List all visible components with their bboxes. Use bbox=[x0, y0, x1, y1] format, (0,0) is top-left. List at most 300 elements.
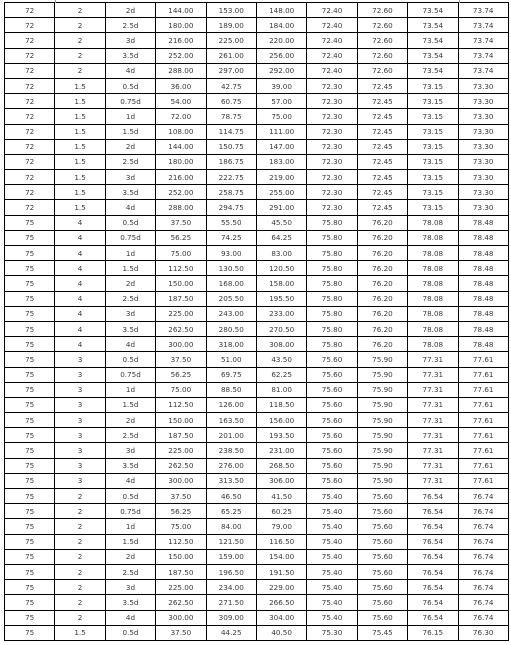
table-cell: 78.48 bbox=[458, 246, 508, 261]
table-cell: 75.40 bbox=[307, 534, 357, 549]
table-row bbox=[5, 215, 509, 230]
table-cell: 72.30 bbox=[307, 124, 357, 139]
table-cell: 60.25 bbox=[256, 504, 306, 519]
table-cell: 75 bbox=[5, 246, 55, 261]
table-cell: 2.5d bbox=[105, 428, 155, 443]
table-cell: 288.00 bbox=[156, 63, 206, 78]
table-cell: 73.54 bbox=[408, 48, 458, 63]
table-cell: 72.40 bbox=[307, 18, 357, 33]
table-cell: 76.54 bbox=[408, 595, 458, 610]
table-cell: 76.74 bbox=[458, 534, 508, 549]
table-row bbox=[5, 48, 509, 63]
table-cell: 75.40 bbox=[307, 595, 357, 610]
table-cell: 83.00 bbox=[256, 246, 306, 261]
table-cell: 72.00 bbox=[156, 109, 206, 124]
table-cell: 3 bbox=[55, 397, 105, 412]
table-row bbox=[5, 276, 509, 291]
table-cell: 0.5d bbox=[105, 78, 155, 93]
table-cell: 201.00 bbox=[206, 428, 256, 443]
table-cell: 72.30 bbox=[307, 185, 357, 200]
table-cell: 75 bbox=[5, 337, 55, 352]
table-cell: 195.50 bbox=[256, 291, 306, 306]
table-cell: 75.80 bbox=[307, 291, 357, 306]
table-cell: 72.60 bbox=[357, 18, 407, 33]
table-cell: 75 bbox=[5, 473, 55, 488]
table-cell: 1.5d bbox=[105, 534, 155, 549]
table-cell: 2d bbox=[105, 276, 155, 291]
table-cell: 72.45 bbox=[357, 170, 407, 185]
table-cell: 37.50 bbox=[156, 352, 206, 367]
table-cell: 64.25 bbox=[256, 230, 306, 245]
table-cell: 72.30 bbox=[307, 154, 357, 169]
table-cell: 75.60 bbox=[307, 473, 357, 488]
table-cell: 43.50 bbox=[256, 352, 306, 367]
table-cell: 77.61 bbox=[458, 367, 508, 382]
table-cell: 76.54 bbox=[408, 534, 458, 549]
table-cell: 0.5d bbox=[105, 625, 155, 640]
table-cell: 73.15 bbox=[408, 200, 458, 215]
table-cell: 1.5 bbox=[55, 109, 105, 124]
table-cell: 2 bbox=[55, 580, 105, 595]
table-cell: 159.00 bbox=[206, 549, 256, 564]
table-row bbox=[5, 458, 509, 473]
table-cell: 75 bbox=[5, 413, 55, 428]
table-cell: 1d bbox=[105, 246, 155, 261]
table-cell: 4d bbox=[105, 337, 155, 352]
table-cell: 72.45 bbox=[357, 78, 407, 93]
table-row bbox=[5, 610, 509, 625]
table-cell: 1.5 bbox=[55, 124, 105, 139]
table-cell: 292.00 bbox=[256, 63, 306, 78]
table-cell: 75.60 bbox=[307, 413, 357, 428]
table-cell: 72 bbox=[5, 200, 55, 215]
table-cell: 74.25 bbox=[206, 230, 256, 245]
table-cell: 0.5d bbox=[105, 489, 155, 504]
table-row bbox=[5, 595, 509, 610]
table-cell: 75.60 bbox=[357, 580, 407, 595]
table-cell: 77.31 bbox=[408, 367, 458, 382]
table-cell: 205.50 bbox=[206, 291, 256, 306]
table-cell: 318.00 bbox=[206, 337, 256, 352]
table-cell: 76.15 bbox=[408, 625, 458, 640]
table-cell: 75.40 bbox=[307, 564, 357, 579]
table-cell: 1.5 bbox=[55, 139, 105, 154]
table-cell: 118.50 bbox=[256, 397, 306, 412]
table-cell: 72.45 bbox=[357, 154, 407, 169]
table-cell: 3 bbox=[55, 413, 105, 428]
table-cell: 77.61 bbox=[458, 352, 508, 367]
table-cell: 148.00 bbox=[256, 3, 306, 18]
table-cell: 44.25 bbox=[206, 625, 256, 640]
table-cell: 76.20 bbox=[357, 321, 407, 336]
table-cell: 77.61 bbox=[458, 413, 508, 428]
table-cell: 76.74 bbox=[458, 610, 508, 625]
table-cell: 300.00 bbox=[156, 337, 206, 352]
table-cell: 1.5d bbox=[105, 261, 155, 276]
table-cell: 78.48 bbox=[458, 291, 508, 306]
table-cell: 76.20 bbox=[357, 337, 407, 352]
table-cell: 0.75d bbox=[105, 504, 155, 519]
table-row bbox=[5, 78, 509, 93]
table-cell: 3.5d bbox=[105, 458, 155, 473]
table-cell: 81.00 bbox=[256, 382, 306, 397]
table-cell: 78.48 bbox=[458, 337, 508, 352]
table-cell: 76.74 bbox=[458, 595, 508, 610]
table-cell: 73.30 bbox=[458, 78, 508, 93]
table-cell: 73.30 bbox=[458, 170, 508, 185]
table-cell: 75.40 bbox=[307, 549, 357, 564]
table-cell: 2 bbox=[55, 534, 105, 549]
table-cell: 3.5d bbox=[105, 595, 155, 610]
table-cell: 78.48 bbox=[458, 276, 508, 291]
table-cell: 75.40 bbox=[307, 580, 357, 595]
table-row bbox=[5, 63, 509, 78]
table-cell: 75.60 bbox=[307, 352, 357, 367]
table-cell: 75 bbox=[5, 291, 55, 306]
table-cell: 73.15 bbox=[408, 170, 458, 185]
table-cell: 75.30 bbox=[307, 625, 357, 640]
table-cell: 72 bbox=[5, 139, 55, 154]
table-cell: 291.00 bbox=[256, 200, 306, 215]
table-cell: 72.30 bbox=[307, 94, 357, 109]
table-cell: 76.74 bbox=[458, 489, 508, 504]
table-cell: 2d bbox=[105, 413, 155, 428]
table-cell: 75.90 bbox=[357, 473, 407, 488]
table-cell: 69.75 bbox=[206, 367, 256, 382]
table-cell: 4 bbox=[55, 291, 105, 306]
table-cell: 4 bbox=[55, 337, 105, 352]
table-cell: 72 bbox=[5, 18, 55, 33]
table-cell: 294.75 bbox=[206, 200, 256, 215]
table-cell: 116.50 bbox=[256, 534, 306, 549]
table-cell: 77.31 bbox=[408, 458, 458, 473]
table-cell: 2d bbox=[105, 549, 155, 564]
table-cell: 77.61 bbox=[458, 397, 508, 412]
page-top-edge-marks bbox=[4, 0, 508, 3]
table-row bbox=[5, 413, 509, 428]
table-cell: 193.50 bbox=[256, 428, 306, 443]
table-cell: 1d bbox=[105, 109, 155, 124]
table-cell: 72.45 bbox=[357, 124, 407, 139]
table-row bbox=[5, 124, 509, 139]
table-cell: 72.60 bbox=[357, 63, 407, 78]
table-cell: 2d bbox=[105, 3, 155, 18]
table-cell: 76.20 bbox=[357, 276, 407, 291]
table-cell: 75.90 bbox=[357, 382, 407, 397]
table-cell: 76.20 bbox=[357, 246, 407, 261]
table-cell: 76.54 bbox=[408, 564, 458, 579]
table-cell: 1.5 bbox=[55, 185, 105, 200]
table-cell: 150.75 bbox=[206, 139, 256, 154]
table-cell: 72.30 bbox=[307, 200, 357, 215]
top-edge-mark bbox=[55, 0, 56, 3]
table-row bbox=[5, 230, 509, 245]
table-cell: 72.60 bbox=[357, 3, 407, 18]
table-cell: 73.15 bbox=[408, 124, 458, 139]
table-cell: 75.60 bbox=[307, 443, 357, 458]
table-cell: 3 bbox=[55, 428, 105, 443]
table-cell: 75.60 bbox=[357, 549, 407, 564]
table-cell: 75 bbox=[5, 367, 55, 382]
table-cell: 75.45 bbox=[357, 625, 407, 640]
table-cell: 76.54 bbox=[408, 580, 458, 595]
table-cell: 261.00 bbox=[206, 48, 256, 63]
table-cell: 75 bbox=[5, 397, 55, 412]
table-cell: 75.90 bbox=[357, 397, 407, 412]
table-cell: 75 bbox=[5, 489, 55, 504]
table-cell: 76.54 bbox=[408, 549, 458, 564]
table-cell: 45.50 bbox=[256, 215, 306, 230]
table-cell: 1.5d bbox=[105, 124, 155, 139]
table-cell: 225.00 bbox=[156, 580, 206, 595]
table-cell: 56.25 bbox=[156, 504, 206, 519]
table-cell: 3.5d bbox=[105, 185, 155, 200]
table-cell: 72 bbox=[5, 154, 55, 169]
table-row bbox=[5, 261, 509, 276]
table-cell: 77.61 bbox=[458, 473, 508, 488]
table-cell: 77.31 bbox=[408, 352, 458, 367]
table-cell: 2 bbox=[55, 564, 105, 579]
table-cell: 4 bbox=[55, 246, 105, 261]
table-cell: 187.50 bbox=[156, 428, 206, 443]
table-row bbox=[5, 625, 509, 640]
table-cell: 56.25 bbox=[156, 367, 206, 382]
table-cell: 76.54 bbox=[408, 489, 458, 504]
table-cell: 158.00 bbox=[256, 276, 306, 291]
table-cell: 73.74 bbox=[458, 18, 508, 33]
table-cell: 3 bbox=[55, 473, 105, 488]
table-cell: 3.5d bbox=[105, 321, 155, 336]
table-cell: 78.08 bbox=[408, 215, 458, 230]
table-row bbox=[5, 473, 509, 488]
table-cell: 72.60 bbox=[357, 48, 407, 63]
table-cell: 75 bbox=[5, 458, 55, 473]
table-cell: 2 bbox=[55, 610, 105, 625]
table-cell: 4 bbox=[55, 261, 105, 276]
table-cell: 75 bbox=[5, 504, 55, 519]
table-cell: 75.80 bbox=[307, 246, 357, 261]
table-cell: 2 bbox=[55, 33, 105, 48]
table-row bbox=[5, 185, 509, 200]
table-cell: 120.50 bbox=[256, 261, 306, 276]
table-row bbox=[5, 170, 509, 185]
table-cell: 72 bbox=[5, 94, 55, 109]
table-cell: 2 bbox=[55, 489, 105, 504]
table-cell: 163.50 bbox=[206, 413, 256, 428]
table-cell: 2 bbox=[55, 3, 105, 18]
table-cell: 75 bbox=[5, 382, 55, 397]
table-cell: 233.00 bbox=[256, 306, 306, 321]
table-cell: 77.61 bbox=[458, 428, 508, 443]
table-cell: 72.40 bbox=[307, 48, 357, 63]
table-cell: 262.50 bbox=[156, 595, 206, 610]
table-cell: 220.00 bbox=[256, 33, 306, 48]
data-table bbox=[4, 2, 509, 641]
table-cell: 2 bbox=[55, 18, 105, 33]
table-row bbox=[5, 519, 509, 534]
table-cell: 55.50 bbox=[206, 215, 256, 230]
table-cell: 266.50 bbox=[256, 595, 306, 610]
table-row bbox=[5, 352, 509, 367]
table-cell: 75 bbox=[5, 230, 55, 245]
table-cell: 187.50 bbox=[156, 291, 206, 306]
table-cell: 3d bbox=[105, 170, 155, 185]
table-cell: 62.25 bbox=[256, 367, 306, 382]
table-cell: 78.08 bbox=[408, 337, 458, 352]
table-cell: 78.08 bbox=[408, 246, 458, 261]
table-cell: 186.75 bbox=[206, 154, 256, 169]
table-cell: 54.00 bbox=[156, 94, 206, 109]
table-cell: 42.75 bbox=[206, 78, 256, 93]
table-cell: 76.74 bbox=[458, 564, 508, 579]
table-cell: 1.5 bbox=[55, 78, 105, 93]
table-cell: 73.30 bbox=[458, 124, 508, 139]
table-cell: 75.90 bbox=[357, 458, 407, 473]
table-cell: 72.45 bbox=[357, 200, 407, 215]
table-row bbox=[5, 428, 509, 443]
table-cell: 2.5d bbox=[105, 154, 155, 169]
table-cell: 78.08 bbox=[408, 306, 458, 321]
table-cell: 2 bbox=[55, 595, 105, 610]
table-cell: 2.5d bbox=[105, 564, 155, 579]
table-cell: 0.75d bbox=[105, 230, 155, 245]
table-cell: 1.5 bbox=[55, 94, 105, 109]
table-cell: 75.80 bbox=[307, 337, 357, 352]
table-cell: 76.54 bbox=[408, 610, 458, 625]
table-row bbox=[5, 154, 509, 169]
table-cell: 75.90 bbox=[357, 367, 407, 382]
table-cell: 72 bbox=[5, 63, 55, 78]
table-cell: 72.60 bbox=[357, 33, 407, 48]
table-cell: 222.75 bbox=[206, 170, 256, 185]
table-cell: 180.00 bbox=[156, 18, 206, 33]
table-cell: 75.80 bbox=[307, 306, 357, 321]
table-cell: 75.40 bbox=[307, 610, 357, 625]
table-cell: 60.75 bbox=[206, 94, 256, 109]
table-cell: 75.60 bbox=[357, 595, 407, 610]
table-row bbox=[5, 109, 509, 124]
table-cell: 72 bbox=[5, 109, 55, 124]
table-cell: 75.00 bbox=[156, 246, 206, 261]
table-cell: 73.30 bbox=[458, 154, 508, 169]
table-cell: 75 bbox=[5, 625, 55, 640]
table-row bbox=[5, 397, 509, 412]
table-cell: 75.40 bbox=[307, 519, 357, 534]
table-cell: 75.60 bbox=[307, 397, 357, 412]
table-cell: 75 bbox=[5, 534, 55, 549]
table-cell: 73.15 bbox=[408, 154, 458, 169]
table-cell: 75 bbox=[5, 276, 55, 291]
table-row bbox=[5, 489, 509, 504]
table-body bbox=[5, 3, 509, 641]
table-cell: 78.08 bbox=[408, 276, 458, 291]
table-cell: 1d bbox=[105, 382, 155, 397]
table-cell: 78.48 bbox=[458, 215, 508, 230]
table-cell: 288.00 bbox=[156, 200, 206, 215]
table-cell: 72.40 bbox=[307, 63, 357, 78]
table-cell: 219.00 bbox=[256, 170, 306, 185]
table-cell: 72.30 bbox=[307, 78, 357, 93]
table-cell: 75 bbox=[5, 352, 55, 367]
table-cell: 300.00 bbox=[156, 473, 206, 488]
table-cell: 216.00 bbox=[156, 33, 206, 48]
table-cell: 3 bbox=[55, 382, 105, 397]
table-cell: 75.60 bbox=[307, 458, 357, 473]
table-cell: 37.50 bbox=[156, 625, 206, 640]
table-cell: 56.25 bbox=[156, 230, 206, 245]
table-cell: 1.5 bbox=[55, 625, 105, 640]
table-cell: 144.00 bbox=[156, 139, 206, 154]
table-cell: 57.00 bbox=[256, 94, 306, 109]
table-cell: 75.80 bbox=[307, 261, 357, 276]
table-cell: 180.00 bbox=[156, 154, 206, 169]
table-cell: 73.15 bbox=[408, 185, 458, 200]
table-cell: 189.00 bbox=[206, 18, 256, 33]
table-cell: 183.00 bbox=[256, 154, 306, 169]
table-cell: 156.00 bbox=[256, 413, 306, 428]
table-cell: 46.50 bbox=[206, 489, 256, 504]
table-cell: 73.54 bbox=[408, 18, 458, 33]
table-cell: 40.50 bbox=[256, 625, 306, 640]
table-cell: 276.00 bbox=[206, 458, 256, 473]
table-cell: 0.5d bbox=[105, 352, 155, 367]
table-cell: 150.00 bbox=[156, 276, 206, 291]
table-cell: 75 bbox=[5, 443, 55, 458]
table-cell: 252.00 bbox=[156, 185, 206, 200]
table-cell: 75 bbox=[5, 595, 55, 610]
table-cell: 75.00 bbox=[156, 382, 206, 397]
table-cell: 3 bbox=[55, 367, 105, 382]
table-cell: 112.50 bbox=[156, 261, 206, 276]
table-cell: 75.90 bbox=[357, 352, 407, 367]
table-cell: 78.08 bbox=[408, 321, 458, 336]
table-cell: 73.74 bbox=[458, 48, 508, 63]
table-cell: 2.5d bbox=[105, 18, 155, 33]
table-cell: 1.5 bbox=[55, 200, 105, 215]
table-row bbox=[5, 580, 509, 595]
table-cell: 258.75 bbox=[206, 185, 256, 200]
table-cell: 77.31 bbox=[408, 443, 458, 458]
table-cell: 225.00 bbox=[156, 306, 206, 321]
table-cell: 308.00 bbox=[256, 337, 306, 352]
table-cell: 4d bbox=[105, 610, 155, 625]
table-cell: 75 bbox=[5, 549, 55, 564]
table-cell: 75 bbox=[5, 428, 55, 443]
table-cell: 77.31 bbox=[408, 397, 458, 412]
table-cell: 4 bbox=[55, 321, 105, 336]
table-cell: 73.15 bbox=[408, 109, 458, 124]
table-cell: 73.30 bbox=[458, 200, 508, 215]
table-cell: 75.00 bbox=[156, 519, 206, 534]
table-cell: 76.74 bbox=[458, 549, 508, 564]
table-cell: 76.20 bbox=[357, 230, 407, 245]
table-cell: 2 bbox=[55, 549, 105, 564]
table-cell: 78.08 bbox=[408, 230, 458, 245]
table-cell: 36.00 bbox=[156, 78, 206, 93]
table-cell: 73.54 bbox=[408, 33, 458, 48]
table-cell: 270.50 bbox=[256, 321, 306, 336]
table-cell: 72.45 bbox=[357, 94, 407, 109]
table-cell: 75.60 bbox=[357, 504, 407, 519]
table-cell: 252.00 bbox=[156, 48, 206, 63]
table-cell: 72 bbox=[5, 124, 55, 139]
table-cell: 72 bbox=[5, 185, 55, 200]
table-cell: 73.74 bbox=[458, 63, 508, 78]
table-row bbox=[5, 33, 509, 48]
table-cell: 4 bbox=[55, 230, 105, 245]
table-cell: 2 bbox=[55, 504, 105, 519]
table-cell: 88.50 bbox=[206, 382, 256, 397]
